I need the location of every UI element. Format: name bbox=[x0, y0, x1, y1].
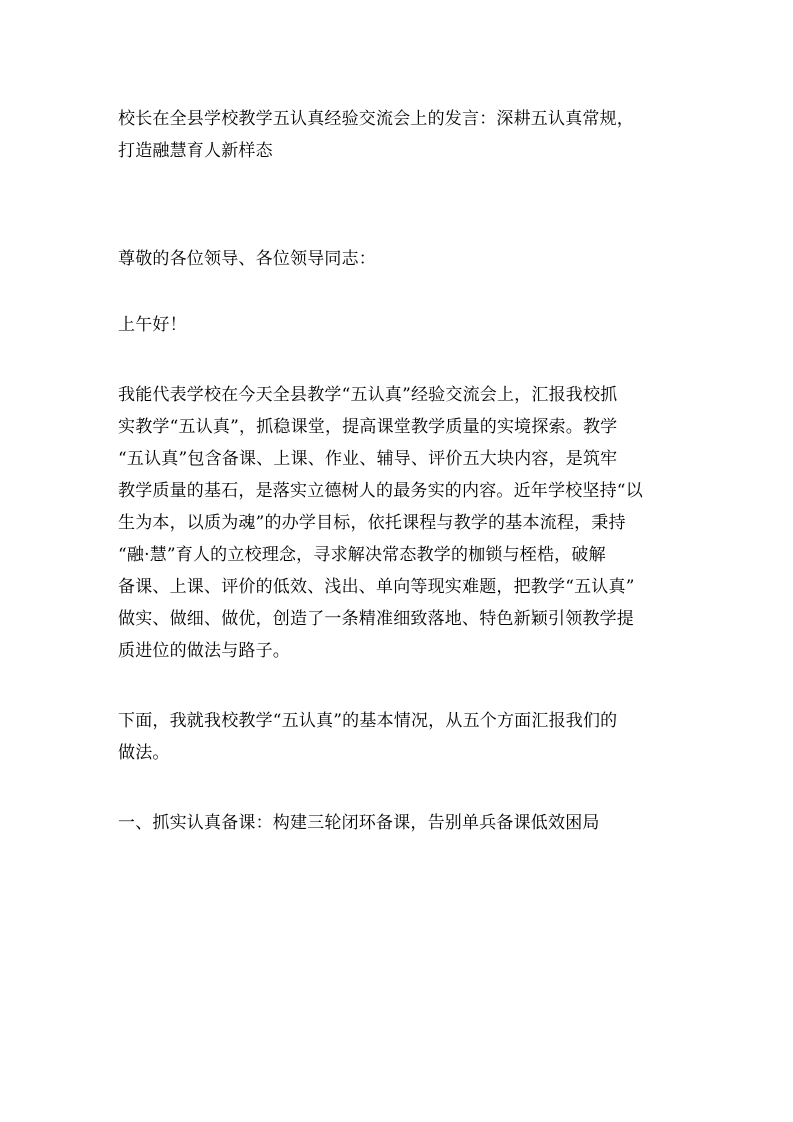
intro-line-9: 质进位的做法与路子。 bbox=[118, 641, 290, 661]
intro-line-1: 我能代表学校在今天全县教学“五认真”经验交流会上，汇报我校抓 bbox=[118, 385, 618, 405]
document-title bbox=[118, 103, 678, 167]
title-line-1: 校长在全县学校教学五认真经验交流会上的发言：深耕五认真常规， bbox=[118, 109, 634, 129]
intro-line-2: 实教学“五认真”，抓稳课堂，提高课堂教学质量的实境探索。教学 bbox=[118, 417, 618, 437]
intro-line-7: 备课、上课、评价的低效、浅出、单向等现实难题，把教学“五认真” bbox=[118, 577, 635, 597]
intro-line-5: 生为本，以质为魂”的办学目标，依托课程与教学的基本流程，秉持 bbox=[118, 513, 626, 533]
intro-line-6: “融·慧”育人的立校理念，寻求解决常态教学的枷锁与桎梏，破解 bbox=[118, 545, 606, 565]
intro-paragraph bbox=[118, 379, 678, 667]
outline-line-2: 做法。 bbox=[118, 743, 170, 763]
document-body bbox=[118, 103, 678, 839]
salutation: 尊敬的各位领导、各位领导同志： bbox=[118, 249, 376, 269]
section-heading-1: 一、抓实认真备课：构建三轮闭环备课，告别单兵备课低效困局 bbox=[118, 813, 600, 833]
intro-line-3: “五认真”包含备课、上课、作业、辅导、评价五大块内容，是筑牢 bbox=[118, 449, 618, 469]
intro-line-4: 教学质量的基石，是落实立德树人的最务实的内容。近年学校坚持“以 bbox=[118, 481, 643, 501]
outline-line-1: 下面，我就我校教学“五认真”的基本情况，从五个方面汇报我们的 bbox=[118, 711, 618, 731]
outline-paragraph bbox=[118, 705, 678, 769]
greeting: 上午好！ bbox=[118, 315, 187, 335]
intro-line-8: 做实、做细、做优，创造了一条精准细致落地、特色新颖引领教学提 bbox=[118, 609, 634, 629]
title-line-2: 打造融慧育人新样态 bbox=[118, 141, 273, 161]
